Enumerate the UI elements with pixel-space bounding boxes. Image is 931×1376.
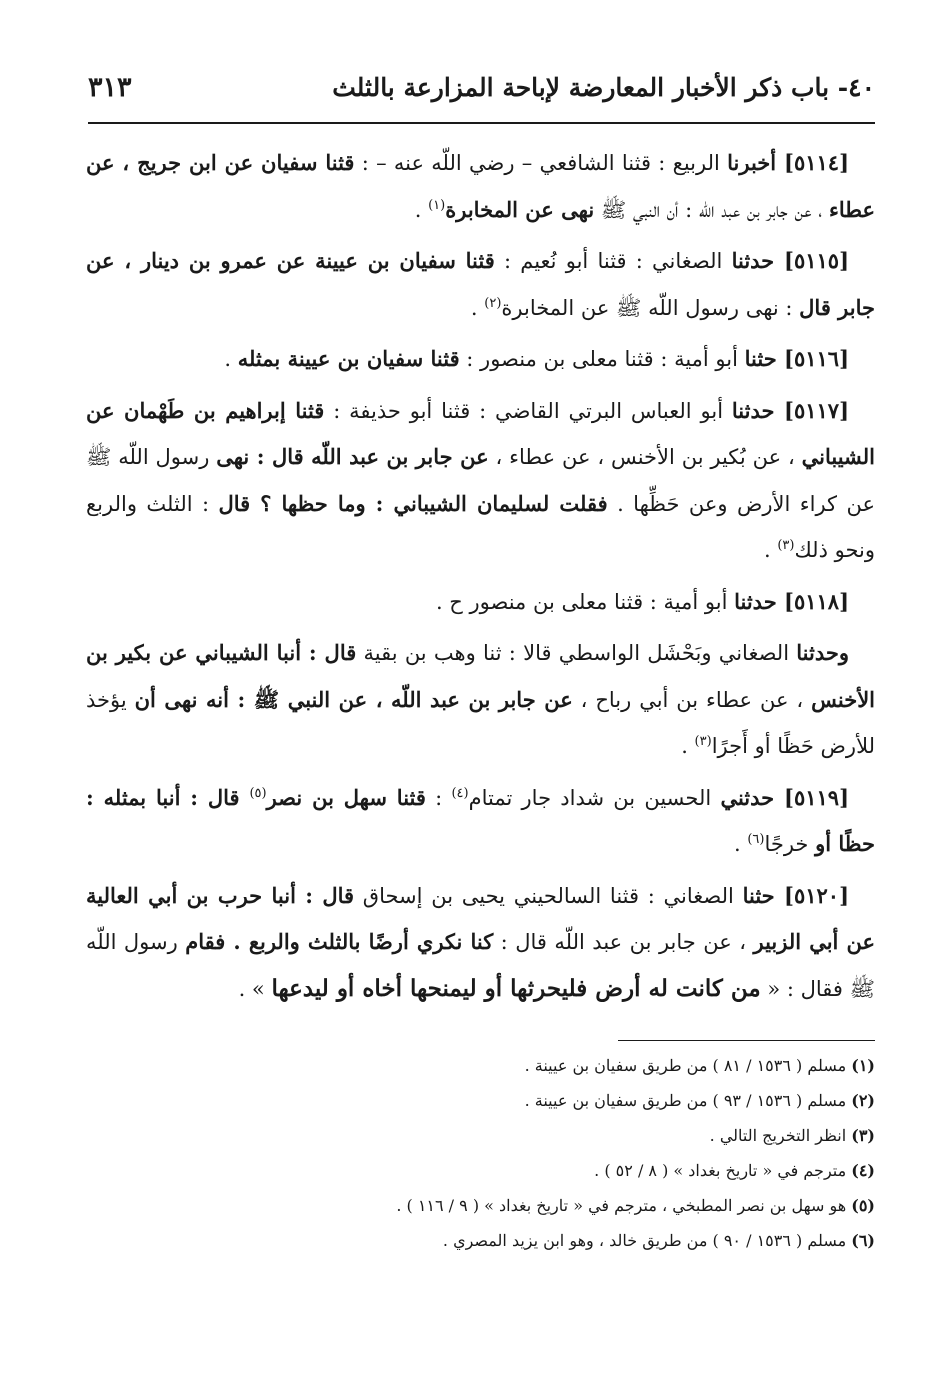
footnote-ref: (٦)	[747, 832, 765, 847]
hadith-text: قثنا سهل بن نصر	[266, 784, 426, 810]
hadith-text: قثنا سفيان عن ابن جريج ، عن عطاء	[86, 150, 875, 222]
footnote-text: هو سهل بن نصر المطبخي ، مترجم في « تاريخ بغداد » ( ٩ / ١١٦ ) .	[396, 1196, 852, 1215]
footnote-label: (٤)	[851, 1161, 875, 1180]
footnote-text: مسلم ( ١٥٣٦ / ٩٠ ) من طريق خالد ، وهو ابن يزيد المصري .	[442, 1231, 852, 1250]
hadith-text: نهى عن المخابرة	[445, 196, 595, 222]
hadith-text: من كانت له أرض فليحرثها أو ليمنحها أخاه أو ليدعها	[271, 974, 761, 1002]
hadith-text: .	[681, 734, 695, 758]
hadith-paragraph	[86, 775, 875, 868]
hadith-text: عن جابر بن عبد اللّه ، عن النبي ﷺ : أنه نهى أن	[134, 686, 573, 712]
hadith-text: ، عن جابر بن عبد اللّه قال :	[493, 930, 754, 954]
hadith-text: قثنا إبراهيم بن طَهْمان عن الشيباني	[86, 397, 875, 469]
hadith-text: .	[763, 538, 778, 562]
hadith-text: قال : أنبا حرب بن أبي العالية عن أبي الزبير	[86, 882, 876, 954]
footnote	[86, 1188, 875, 1223]
hadith-text: قال : أنبا بمثله : حظًا أو	[86, 784, 875, 856]
hadith-text: فقلت لسليمان الشيباني : وما حظها ؟ قال	[218, 490, 608, 516]
footnote-ref: (٢)	[484, 295, 502, 311]
hadith-paragraph	[86, 336, 875, 383]
footnote-ref: (٣)	[694, 734, 712, 749]
hadith-text: الصغاني : قثنا أبو نُعيم :	[494, 249, 732, 273]
hadith-text: يؤخذ للأرض حَظًا أو أَجرًا	[86, 687, 875, 758]
footnote-label: (٣)	[851, 1126, 875, 1145]
hadith-number: [٥١١٥]	[784, 248, 849, 273]
hadith-text: حدثنا	[734, 588, 784, 614]
hadith-number: [٥١٢٠]	[784, 882, 850, 908]
footnote-label: (٥)	[851, 1196, 875, 1215]
hadith-text: حثنا	[742, 882, 785, 908]
hadith-text: .	[414, 197, 429, 222]
footnote-label: (١)	[851, 1056, 875, 1075]
hadith-number: [٥١١٤]	[784, 150, 850, 175]
hadith-text: كنا نكري أرضًا بالثلث والربع . فقام	[185, 929, 494, 954]
hadith-text: ، عن بُكير بن الأخنس ، عن عطاء ،	[488, 445, 802, 469]
hadith-text: حدثنا	[731, 397, 784, 423]
footnote	[86, 1223, 875, 1258]
footnote-text: انظر التخريج التالي .	[709, 1126, 852, 1145]
footnote-text: مسلم ( ١٥٣٦ / ٨١ ) من طريق سفيان بن عيينة .	[524, 1056, 852, 1075]
hadith-text: قال : أنبا الشيباني عن بكير بن الأخنس	[86, 640, 876, 712]
hadith-paragraph	[86, 388, 875, 574]
footnote-label: (٢)	[851, 1091, 875, 1110]
footnote-ref: (١)	[428, 197, 446, 213]
hadith-text: وحدثنا	[796, 640, 850, 665]
footnote-ref: (٣)	[777, 538, 795, 553]
hadith-text: أبو أمية : قثنا معلى بن منصور :	[459, 347, 745, 371]
footnote	[86, 1083, 875, 1118]
hadith-text: قثنا سفيان بن عيينة عن عمرو بن دينار ، عن جابر قال	[86, 248, 875, 320]
hadith-text: .	[470, 295, 485, 320]
hadith-text: :	[425, 785, 452, 810]
hadith-paragraph	[86, 630, 875, 770]
hadith-text: الصغاني : قثنا السالحيني يحيى بن إسحاق	[354, 883, 743, 908]
hadith-text: .	[733, 832, 748, 856]
footnote	[86, 1048, 875, 1083]
footnotes	[86, 1048, 875, 1258]
footnote-label: (٦)	[851, 1231, 875, 1250]
page-number: ٣١٣	[88, 71, 132, 103]
hadith-text: قثنا سفيان بن عيينة بمثله	[237, 346, 460, 371]
hadith-text: خرجًا	[764, 832, 816, 856]
footnote-rule	[618, 1040, 875, 1041]
hadith-text: ، عن جابر بن عبد اللّه : أن النبي ﷺ	[594, 197, 829, 222]
hadith-text: أبو أمية : قثنا معلى بن منصور ح .	[435, 589, 735, 614]
hadith-text: حدثنا	[731, 248, 784, 273]
hadith-paragraph	[86, 579, 875, 626]
hadith-text: أخبرنا	[727, 150, 785, 175]
hadith-text: رسول اللّه ﷺ فقال : «	[86, 930, 875, 1001]
chapter-title: ٤٠- باب ذكر الأخبار المعارضة لإباحة المزارعة بالثلث	[332, 72, 875, 102]
hadith-body	[86, 140, 875, 1017]
hadith-text: الحسين بن شداد جار تمتام	[468, 785, 721, 810]
footnote-text: مترجم في « تاريخ بغداد » ( ٨ / ٥٢ ) .	[594, 1161, 852, 1180]
hadith-number: [٥١١٦]	[784, 346, 849, 371]
hadith-text: : الثلث والربع ونحو ذلك	[86, 491, 875, 562]
header-rule	[88, 122, 875, 124]
hadith-number: [٥١١٧]	[784, 397, 849, 423]
hadith-text: .	[224, 347, 238, 371]
hadith-text: الصغاني وبَحْشَل الواسطي قالا : ثنا وهب بن بقية	[356, 641, 797, 665]
hadith-text: عن جابر بن عبد اللّه قال : نهى	[216, 444, 489, 469]
hadith-text: » .	[238, 976, 272, 1001]
running-header	[88, 62, 875, 112]
hadith-paragraph	[86, 238, 875, 331]
footnote	[86, 1118, 875, 1153]
hadith-text: أبو العباس البرتي القاضي : قثنا أبو حذيفة :	[324, 398, 732, 423]
hadith-text: ، عن عطاء بن أبي رباح ،	[572, 687, 812, 712]
footnote-ref: (٤)	[451, 785, 469, 801]
hadith-paragraph	[86, 140, 875, 233]
footnote-ref: (٥)	[249, 785, 267, 801]
footnote	[86, 1153, 875, 1188]
hadith-text: رسول اللّه ﷺ عن كراء الأرض وعن حَظِّها .	[86, 445, 875, 516]
hadith-number: [٥١١٩]	[784, 784, 849, 810]
footnote-text: مسلم ( ١٥٣٦ / ٩٣ ) من طريق سفيان بن عيينة .	[524, 1091, 852, 1110]
hadith-text: حثنا	[744, 346, 784, 371]
hadith-number: [٥١١٨]	[784, 588, 849, 614]
hadith-text: حدثني	[720, 784, 784, 810]
hadith-text: الربيع : قثنا الشافعي – رضي اللّه عنه – :	[354, 151, 728, 175]
hadith-text: : نهى رسول اللّه ﷺ عن المخابرة	[501, 295, 800, 320]
hadith-paragraph	[86, 873, 875, 1013]
